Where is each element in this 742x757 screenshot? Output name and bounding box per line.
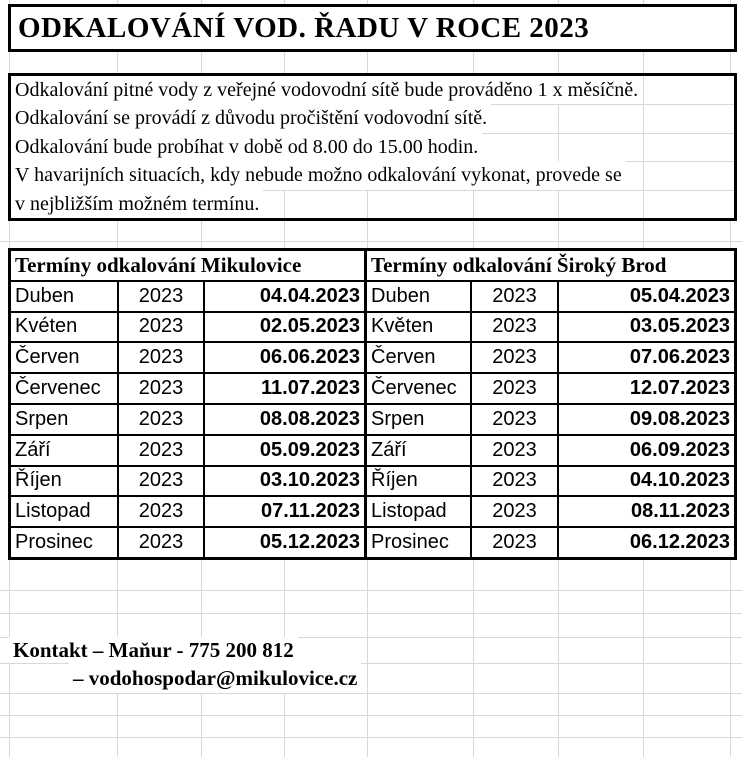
date-cell: 06.06.2023 (205, 343, 364, 372)
year-cell: 2023 (119, 436, 203, 465)
date-cell: 08.11.2023 (559, 497, 734, 526)
date-cell: 06.12.2023 (559, 528, 734, 557)
notice-line (11, 133, 734, 161)
table-siroky-brod (367, 251, 734, 557)
year-cell: 2023 (472, 528, 557, 557)
grid-hline (0, 693, 742, 694)
table-mikulovice (11, 251, 364, 557)
table-header-mikulovice: Termíny odkalování Mikulovice (11, 251, 364, 280)
month-cell: Červen (367, 343, 470, 372)
month-cell: Srpen (11, 405, 117, 434)
grid-hline (0, 715, 742, 716)
year-cell: 2023 (119, 313, 203, 342)
year-cell: 2023 (119, 282, 203, 311)
date-cell: 04.04.2023 (205, 282, 364, 311)
grid-hline (0, 613, 742, 614)
date-cell: 11.07.2023 (205, 374, 364, 403)
month-cell: Duben (11, 282, 117, 311)
month-cell: Prosinec (11, 528, 117, 557)
year-cell: 2023 (472, 343, 557, 372)
date-cell: 05.12.2023 (205, 528, 364, 557)
table-header-siroky-brod: Termíny odkalování Široký Brod (367, 251, 734, 280)
month-cell: Srpen (367, 405, 470, 434)
month-cell: Září (367, 436, 470, 465)
grid-hline (0, 737, 742, 738)
date-cell: 07.11.2023 (205, 497, 364, 526)
notice-line-text: V havarijních situacích, kdy nebude možno odkalování vykonat, provede se (11, 161, 626, 189)
year-cell: 2023 (119, 497, 203, 526)
notice-line (11, 104, 734, 132)
date-cell: 03.05.2023 (559, 313, 734, 342)
month-cell: Duben (367, 282, 470, 311)
year-cell: 2023 (472, 497, 557, 526)
notice-box (8, 73, 737, 221)
notice-line-text: v nejbližším možném termínu. (11, 190, 263, 218)
year-cell: 2023 (472, 282, 557, 311)
year-cell: 2023 (119, 374, 203, 403)
month-cell: Červenec (367, 374, 470, 403)
year-cell: 2023 (119, 528, 203, 557)
notice-line (11, 161, 734, 189)
contact-line-2 (9, 663, 361, 693)
date-cell: 06.09.2023 (559, 436, 734, 465)
date-cell: 02.05.2023 (205, 313, 364, 342)
date-cell: 05.04.2023 (559, 282, 734, 311)
year-cell: 2023 (472, 374, 557, 403)
contact-phone-text: Kontakt – Maňur - 775 200 812 (9, 637, 298, 663)
grid-hline (0, 241, 742, 242)
year-cell: 2023 (119, 343, 203, 372)
date-cell: 08.08.2023 (205, 405, 364, 434)
title-box (8, 4, 737, 52)
schedule-tables (8, 248, 737, 560)
date-cell: 07.06.2023 (559, 343, 734, 372)
date-cell: 03.10.2023 (205, 467, 364, 496)
year-cell: 2023 (119, 467, 203, 496)
month-cell: Květen (367, 313, 470, 342)
month-cell: Říjen (367, 467, 470, 496)
month-cell: Listopad (367, 497, 470, 526)
year-cell: 2023 (472, 436, 557, 465)
date-cell: 04.10.2023 (559, 467, 734, 496)
contact-email-text: – vodohospodar@mikulovice.cz (69, 663, 361, 693)
year-cell: 2023 (472, 405, 557, 434)
month-cell: Září (11, 436, 117, 465)
date-cell: 05.09.2023 (205, 436, 364, 465)
date-cell: 09.08.2023 (559, 405, 734, 434)
month-cell: Červenec (11, 374, 117, 403)
contact-line-1 (9, 637, 298, 663)
year-cell: 2023 (119, 405, 203, 434)
month-cell: Kvéten (11, 313, 117, 342)
month-cell: Prosinec (367, 528, 470, 557)
notice-line-text: Odkalování bude probíhat v době od 8.00 do 15.00 hodin. (11, 133, 482, 161)
notice-line (11, 76, 734, 104)
month-cell: Listopad (11, 497, 117, 526)
year-cell: 2023 (472, 313, 557, 342)
date-cell: 12.07.2023 (559, 374, 734, 403)
month-cell: Červen (11, 343, 117, 372)
grid-hline (0, 590, 742, 591)
notice-line-text: Odkalování pitné vody z veřejné vodovodní sítě bude prováděno 1 x měsíčně. (11, 76, 642, 104)
year-cell: 2023 (472, 467, 557, 496)
month-cell: Říjen (11, 467, 117, 496)
notice-line (11, 190, 734, 218)
page-title: ODKALOVÁNÍ VOD. ŘADU V ROCE 2023 (18, 11, 590, 44)
notice-line-text: Odkalování se provádí z důvodu pročištění vodovodní sítě. (11, 104, 491, 132)
